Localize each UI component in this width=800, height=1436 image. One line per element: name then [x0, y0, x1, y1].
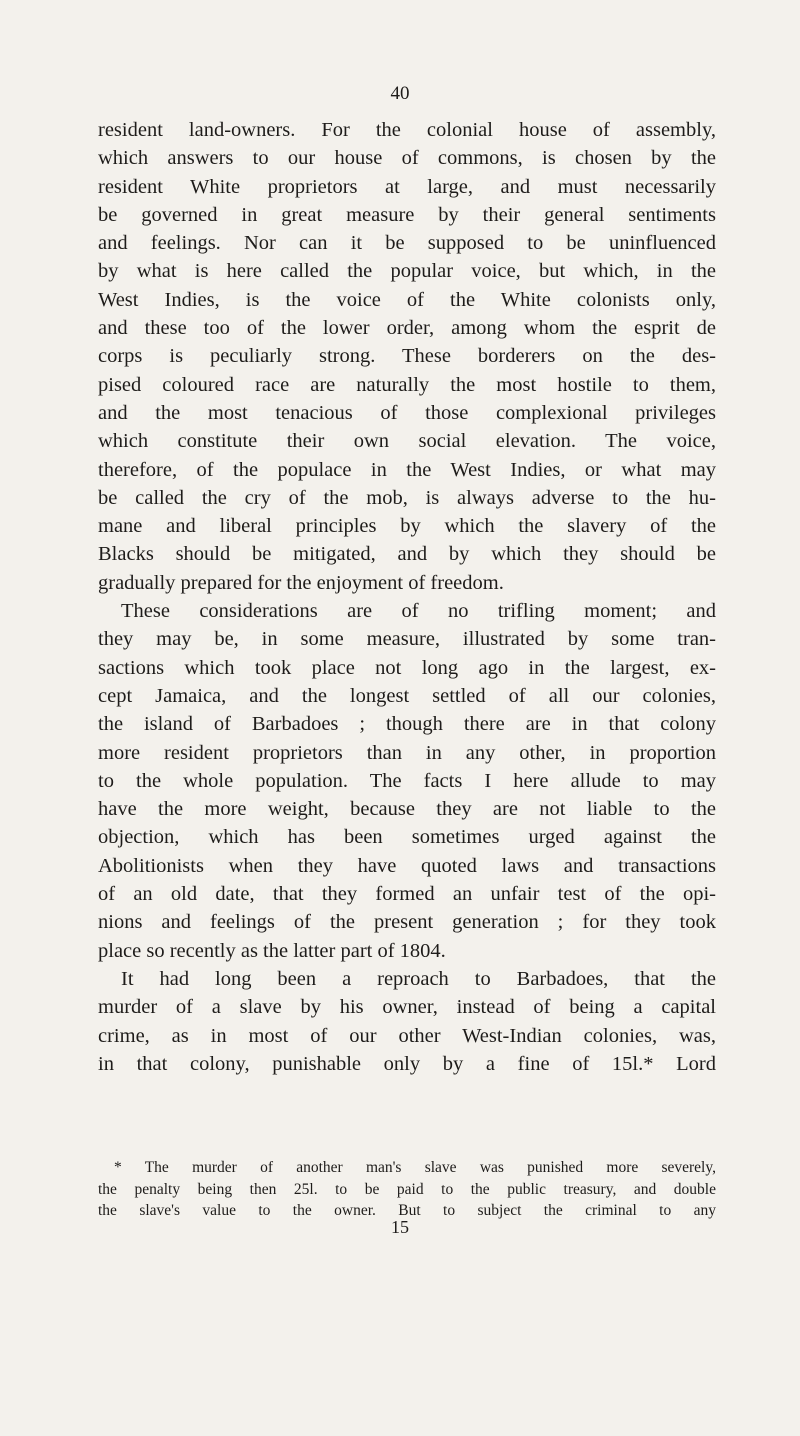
footnote: [98, 1157, 716, 1222]
text-line: have the more weight, because they are not liable to the: [98, 798, 716, 821]
page-number: 40: [390, 83, 410, 104]
text-line: more resident proprietors than in any other, in proportion: [98, 741, 716, 764]
paragraph-2: [98, 597, 716, 965]
text-line: It had long been a reproach to Barbadoes, that the: [121, 967, 716, 990]
text-line: Blacks should be mitigated, and by which they should be: [98, 543, 716, 566]
text-line: and the most tenacious of those complexional privileges: [98, 401, 716, 424]
text-line: be governed in great measure by their general sentiments: [98, 203, 716, 226]
text-line: therefore, of the populace in the West Indies, or what may: [98, 458, 716, 481]
text-line: crime, as in most of our other West-Indian colonies, was,: [98, 1024, 716, 1047]
text-line: of an old date, that they formed an unfair test of the opi-: [98, 883, 716, 906]
paragraph-1: [98, 116, 716, 597]
text-line: murder of a slave by his owner, instead of being a capital: [98, 996, 716, 1019]
text-line: West Indies, is the voice of the White colonists only,: [98, 288, 716, 311]
text-line: and these too of the lower order, among whom the esprit de: [98, 317, 716, 340]
text-line: which answers to our house of commons, is chosen by the: [98, 147, 716, 170]
text-line: in that colony, punishable only by a fine of 15l.* Lord: [98, 1052, 716, 1075]
text-line: nions and feelings of the present generation ; for they took: [98, 911, 716, 934]
paragraph-3: [98, 965, 716, 1078]
text-line: pised coloured race are naturally the most hostile to them,: [98, 373, 716, 396]
text-line: the island of Barbadoes ; though there are in that colony: [98, 713, 716, 736]
text-line: sactions which took place not long ago in the largest, ex-: [98, 656, 716, 679]
footnote-line: the penalty being then 25l. to be paid to the public treasury, and double: [98, 1180, 716, 1198]
footnote-line: the slave's value to the owner. But to subject the criminal to any: [98, 1202, 716, 1219]
text-line: to the whole population. The facts I here allude to may: [98, 769, 716, 792]
text-line: be called the cry of the mob, is always adverse to the hu-: [98, 486, 716, 509]
text-line: corps is peculiarly strong. These borderers on the des-: [98, 345, 716, 368]
text-line: by what is here called the popular voice, but which, in the: [98, 260, 716, 283]
text-line: Abolitionists when they have quoted laws and transactions: [98, 854, 716, 877]
signature-mark: 15: [391, 1217, 409, 1237]
text-line: mane and liberal principles by which the slavery of the: [98, 515, 716, 538]
text-line: place so recently as the latter part of 1804.: [98, 939, 446, 962]
text-line: cept Jamaica, and the longest settled of all our colonies,: [98, 684, 716, 707]
text-line: These considerations are of no trifling moment; and: [121, 600, 716, 623]
text-line: objection, which has been sometimes urged against the: [98, 826, 716, 849]
text-line: gradually prepared for the enjoyment of freedom.: [98, 571, 504, 594]
footnote-line: * The murder of another man's slave was punished more severely,: [114, 1159, 716, 1176]
text-line: which constitute their own social elevation. The voice,: [98, 430, 716, 453]
main-text: [98, 116, 716, 1078]
text-line: resident White proprietors at large, and must necessarily: [98, 175, 716, 198]
text-line: they may be, in some measure, illustrated by some tran-: [98, 628, 716, 651]
text-line: and feelings. Nor can it be supposed to be uninfluenced: [98, 232, 716, 255]
text-line: resident land-owners. For the colonial house of assembly,: [98, 119, 716, 141]
